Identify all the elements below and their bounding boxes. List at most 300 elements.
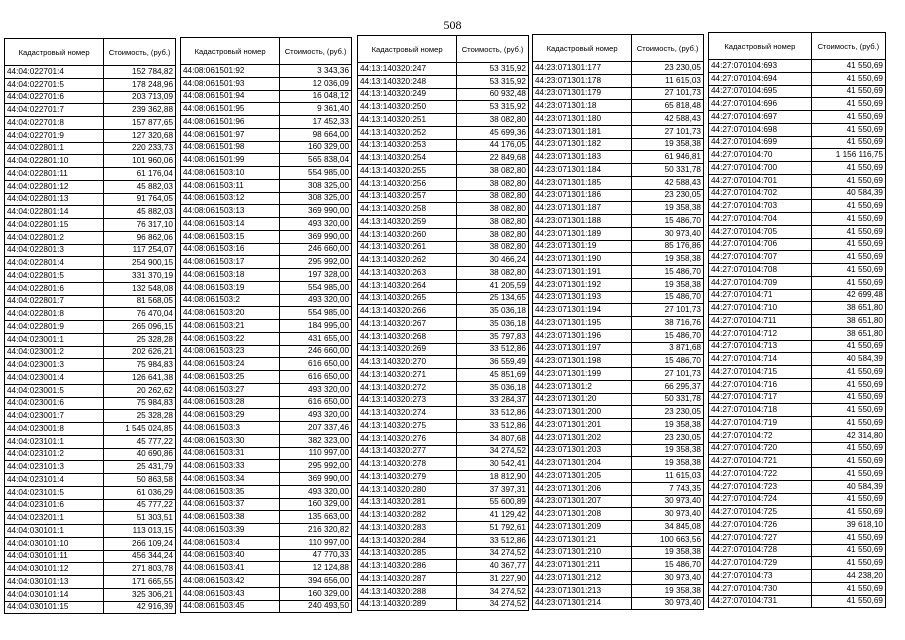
- table-row: [181, 116, 352, 129]
- cost-cell: 265 096,15: [104, 321, 176, 334]
- header-cadastral-number: Кадастровый номер: [181, 38, 280, 65]
- cost-cell: 41 550,69: [811, 213, 885, 226]
- table-row: [181, 332, 352, 345]
- cadastral-number-cell: 44:04:023101:6: [5, 499, 104, 512]
- cadastral-number-cell: 44:27:070104:72: [709, 429, 812, 442]
- cost-cell: 20 262,62: [104, 384, 176, 397]
- table-row: [358, 292, 529, 305]
- table-row: [181, 485, 352, 498]
- cadastral-number-cell: 44:04:023101:5: [5, 486, 104, 499]
- cadastral-number-cell: 44:23:071301:206: [533, 482, 632, 495]
- table-row: [709, 60, 886, 73]
- cadastral-number-cell: 44:27:070104:720: [709, 442, 812, 455]
- cost-cell: 41 550,69: [811, 174, 885, 187]
- cadastral-number-cell: 44:04:022801:10: [5, 155, 104, 168]
- table-row: [709, 353, 886, 366]
- table-row: [5, 91, 176, 104]
- table-row: [533, 457, 704, 470]
- cost-cell: 30 542,41: [457, 458, 529, 471]
- cost-cell: 45 882,03: [104, 206, 176, 219]
- table-row: [358, 483, 529, 496]
- table-row: [358, 305, 529, 318]
- table-row: [181, 422, 352, 435]
- cadastral-number-cell: 44:23:071301:199: [533, 368, 632, 381]
- table-row: [181, 575, 352, 588]
- cost-cell: 75 984,83: [104, 397, 176, 410]
- table-row: [5, 372, 176, 385]
- cadastral-number-cell: 44:27:070104:723: [709, 480, 812, 493]
- table-row: [181, 460, 352, 473]
- cost-cell: 35 036,18: [457, 305, 529, 318]
- cost-cell: 554 985,00: [280, 167, 352, 180]
- cost-cell: 19 358,38: [632, 138, 704, 151]
- cost-cell: 35 036,18: [457, 381, 529, 394]
- cost-cell: 41 550,69: [811, 595, 885, 608]
- cost-cell: 7 743,35: [632, 482, 704, 495]
- cadastral-number-cell: 44:08:061503:35: [181, 485, 280, 498]
- cost-cell: 203 713,09: [104, 91, 176, 104]
- cadastral-number-cell: 44:04:030101:10: [5, 537, 104, 550]
- cadastral-number-cell: 44:27:070104:708: [709, 264, 812, 277]
- table-row: [358, 279, 529, 292]
- cadastral-number-cell: 44:04:023001:2: [5, 346, 104, 359]
- cadastral-number-cell: 44:04:030101:15: [5, 601, 104, 614]
- table-row: [533, 304, 704, 317]
- table-row: [181, 154, 352, 167]
- table-row: [533, 74, 704, 87]
- cadastral-number-cell: 44:04:022801:8: [5, 308, 104, 321]
- table-row: [709, 72, 886, 85]
- table-row: [181, 307, 352, 320]
- cost-cell: 65 818,48: [632, 100, 704, 113]
- cost-cell: 110 997,00: [280, 447, 352, 460]
- cost-cell: 246 660,00: [280, 243, 352, 256]
- cost-cell: 41 550,69: [811, 264, 885, 277]
- cadastral-number-cell: 44:13:140320:284: [358, 534, 457, 547]
- table-row: [5, 410, 176, 423]
- cadastral-number-cell: 44:27:070104:701: [709, 174, 812, 187]
- cost-cell: 12 036,09: [280, 77, 352, 90]
- cadastral-number-cell: 44:04:022801:7: [5, 295, 104, 308]
- cadastral-number-cell: 44:13:140320:269: [358, 343, 457, 356]
- cost-cell: 19 358,38: [632, 419, 704, 432]
- cost-cell: 493 320,00: [280, 218, 352, 231]
- table-row: [533, 572, 704, 585]
- cadastral-number-cell: 44:13:140320:251: [358, 114, 457, 127]
- table-row: [5, 117, 176, 130]
- table-row: [709, 276, 886, 289]
- cost-cell: 157 877,65: [104, 117, 176, 130]
- cost-cell: 41 550,69: [811, 123, 885, 136]
- cost-cell: 17 452,33: [280, 116, 352, 129]
- cadastral-number-cell: 44:13:140320:281: [358, 496, 457, 509]
- cadastral-number-cell: 44:23:071301:201: [533, 419, 632, 432]
- cost-cell: 41 550,69: [811, 531, 885, 544]
- table-row: [533, 406, 704, 419]
- table-row: [181, 587, 352, 600]
- table-row: [358, 509, 529, 522]
- table-row: [5, 550, 176, 563]
- table-row: [709, 174, 886, 187]
- cadastral-number-cell: 44:27:070104:709: [709, 276, 812, 289]
- table-row: [5, 512, 176, 525]
- table-row: [709, 136, 886, 149]
- cost-cell: 41 550,69: [811, 162, 885, 175]
- cadastral-number-cell: 44:27:070104:726: [709, 519, 812, 532]
- cadastral-number-cell: 44:08:061503:13: [181, 205, 280, 218]
- cadastral-number-cell: 44:13:140320:271: [358, 369, 457, 382]
- cadastral-number-cell: 44:13:140320:250: [358, 101, 457, 114]
- cost-cell: 33 512,86: [457, 420, 529, 433]
- cost-cell: 18 812,90: [457, 471, 529, 484]
- cadastral-number-cell: 44:04:023101:1: [5, 435, 104, 448]
- cost-cell: 1 156 116,75: [811, 149, 885, 162]
- cadastral-number-cell: 44:04:022801:5: [5, 270, 104, 283]
- table-row: [5, 333, 176, 346]
- cadastral-number-cell: 44:04:023001:1: [5, 333, 104, 346]
- cadastral-number-cell: 44:27:070104:696: [709, 98, 812, 111]
- header-cadastral-number: Кадастровый номер: [709, 33, 812, 60]
- table-row: [709, 544, 886, 557]
- cadastral-number-cell: 44:08:061503:34: [181, 473, 280, 486]
- cadastral-number-cell: 44:04:023001:3: [5, 359, 104, 372]
- table-row: [5, 576, 176, 589]
- table-row: [358, 432, 529, 445]
- cost-cell: 25 328,28: [104, 333, 176, 346]
- cadastral-number-cell: 44:23:071301:209: [533, 521, 632, 534]
- table-row: [5, 219, 176, 232]
- table-row: [533, 508, 704, 521]
- table-row: [5, 104, 176, 117]
- cadastral-number-cell: 44:23:071301:189: [533, 227, 632, 240]
- cost-cell: 38 082,80: [457, 177, 529, 190]
- table-row: [709, 378, 886, 391]
- cost-cell: 35 036,18: [457, 318, 529, 331]
- table-row: [181, 128, 352, 141]
- cost-cell: 41 550,69: [811, 417, 885, 430]
- cadastral-number-cell: 44:23:071301:177: [533, 62, 632, 75]
- cost-cell: 160 329,00: [280, 587, 352, 600]
- cadastral-number-cell: 44:08:061503:10: [181, 167, 280, 180]
- cost-cell: 331 370,19: [104, 270, 176, 283]
- cadastral-number-cell: 44:27:070104:694: [709, 72, 812, 85]
- table-row: [181, 90, 352, 103]
- cost-cell: 15 486,70: [632, 266, 704, 279]
- table-row: [5, 423, 176, 436]
- cost-cell: 394 656,00: [280, 575, 352, 588]
- cadastral-number-cell: 44:13:140320:289: [358, 598, 457, 611]
- table-row: [709, 442, 886, 455]
- cadastral-number-cell: 44:08:061503:2: [181, 294, 280, 307]
- cost-cell: 61 036,29: [104, 486, 176, 499]
- table-row: [709, 200, 886, 213]
- cadastral-number-cell: 44:13:140320:277: [358, 445, 457, 458]
- cost-cell: 15 486,70: [632, 215, 704, 228]
- cadastral-number-cell: 44:08:061503:39: [181, 524, 280, 537]
- cost-cell: 33 512,86: [457, 534, 529, 547]
- cost-cell: 38 651,80: [811, 315, 885, 328]
- cost-cell: 100 663,56: [632, 533, 704, 546]
- table-row: [533, 151, 704, 164]
- cadastral-number-cell: 44:13:140320:260: [358, 228, 457, 241]
- cost-cell: 16 048,12: [280, 90, 352, 103]
- cadastral-number-cell: 44:23:071301:193: [533, 291, 632, 304]
- table-row: [5, 206, 176, 219]
- cost-cell: 38 082,80: [457, 241, 529, 254]
- cadastral-number-cell: 44:04:022701:6: [5, 91, 104, 104]
- cadastral-number-cell: 44:04:022801:2: [5, 231, 104, 244]
- cost-cell: 493 320,00: [280, 485, 352, 498]
- cadastral-number-cell: 44:13:140320:275: [358, 420, 457, 433]
- table-row: [358, 381, 529, 394]
- table-row: [533, 597, 704, 610]
- cadastral-number-cell: 44:04:023001:6: [5, 397, 104, 410]
- cadastral-number-cell: 44:08:061503:27: [181, 383, 280, 396]
- cadastral-number-cell: 44:27:070104:71: [709, 289, 812, 302]
- cost-cell: 216 320,82: [280, 524, 352, 537]
- cost-cell: 41 550,69: [811, 404, 885, 417]
- cost-cell: 38 651,80: [811, 302, 885, 315]
- cadastral-number-cell: 44:27:070104:70: [709, 149, 812, 162]
- table-row: [181, 77, 352, 90]
- cost-cell: 19 358,38: [632, 253, 704, 266]
- cost-cell: 22 849,68: [457, 152, 529, 165]
- cadastral-number-cell: 44:13:140320:264: [358, 279, 457, 292]
- cadastral-number-cell: 44:08:061503:14: [181, 218, 280, 231]
- table-row: [181, 562, 352, 575]
- cadastral-number-cell: 44:13:140320:253: [358, 139, 457, 152]
- cost-cell: 308 325,00: [280, 192, 352, 205]
- table-row: [358, 356, 529, 369]
- header-cost: Стоимость, (руб.): [632, 35, 704, 62]
- table-row: [358, 330, 529, 343]
- table-row: [709, 493, 886, 506]
- table-row: [358, 152, 529, 165]
- table-row: [709, 187, 886, 200]
- cadastral-number-cell: 44:23:071301:192: [533, 278, 632, 291]
- cadastral-number-cell: 44:04:022801:1: [5, 142, 104, 155]
- cadastral-number-cell: 44:08:061503:16: [181, 243, 280, 256]
- table-row: [181, 409, 352, 422]
- cadastral-number-cell: 44:08:061501:93: [181, 77, 280, 90]
- cost-cell: 45 699,36: [457, 126, 529, 139]
- cadastral-number-cell: 44:13:140320:274: [358, 407, 457, 420]
- cadastral-number-cell: 44:27:070104:710: [709, 302, 812, 315]
- table-row: [533, 62, 704, 75]
- cost-cell: 41 550,69: [811, 225, 885, 238]
- cadastral-number-cell: 44:08:061503:18: [181, 269, 280, 282]
- cadastral-number-cell: 44:27:070104:700: [709, 162, 812, 175]
- table-row: [358, 216, 529, 229]
- cost-cell: 66 295,37: [632, 380, 704, 393]
- cost-cell: 160 329,00: [280, 498, 352, 511]
- cadastral-number-cell: 44:13:140320:272: [358, 381, 457, 394]
- cost-cell: 27 101,73: [632, 368, 704, 381]
- cost-cell: 40 367,77: [457, 560, 529, 573]
- cadastral-number-cell: 44:23:071301:187: [533, 202, 632, 215]
- cadastral-number-cell: 44:08:061501:94: [181, 90, 280, 103]
- table-row: [533, 113, 704, 126]
- table-row: [181, 103, 352, 116]
- cadastral-number-cell: 44:27:070104:729: [709, 557, 812, 570]
- cost-cell: 38 082,80: [457, 203, 529, 216]
- table-row: [709, 315, 886, 328]
- cadastral-number-cell: 44:04:022701:4: [5, 66, 104, 79]
- cadastral-number-cell: 44:23:071301:210: [533, 546, 632, 559]
- cadastral-number-cell: 44:13:140320:262: [358, 254, 457, 267]
- table-row: [533, 342, 704, 355]
- cost-cell: 39 618,10: [811, 519, 885, 532]
- cadastral-number-cell: 44:13:140320:248: [358, 75, 457, 88]
- table-row: [181, 447, 352, 460]
- cadastral-number-cell: 44:04:023101:3: [5, 461, 104, 474]
- cost-cell: 25 134,65: [457, 292, 529, 305]
- cadastral-number-cell: 44:08:061503:20: [181, 307, 280, 320]
- cost-cell: 27 101,73: [632, 125, 704, 138]
- cost-cell: 25 328,28: [104, 410, 176, 423]
- cadastral-number-cell: 44:04:022701:5: [5, 78, 104, 91]
- cost-cell: 98 664,00: [280, 128, 352, 141]
- cadastral-number-cell: 44:08:061503:29: [181, 409, 280, 422]
- cadastral-number-cell: 44:13:140320:288: [358, 585, 457, 598]
- table-row: [709, 391, 886, 404]
- cost-cell: 19 358,38: [632, 584, 704, 597]
- cost-cell: 31 227,90: [457, 573, 529, 586]
- cost-cell: 565 838,04: [280, 154, 352, 167]
- cost-cell: 15 486,70: [632, 355, 704, 368]
- table-row: [358, 496, 529, 509]
- cost-cell: 38 082,80: [457, 190, 529, 203]
- cost-cell: 616 650,00: [280, 358, 352, 371]
- cost-cell: 45 777,22: [104, 435, 176, 448]
- cost-cell: 197 328,00: [280, 269, 352, 282]
- table-row: [358, 267, 529, 280]
- cost-cell: 44 238,20: [811, 570, 885, 583]
- cost-cell: 36 559,49: [457, 356, 529, 369]
- cost-cell: 126 641,38: [104, 372, 176, 385]
- cadastral-number-cell: 44:23:071301:188: [533, 215, 632, 228]
- cost-cell: 369 990,00: [280, 473, 352, 486]
- table-row: [5, 282, 176, 295]
- cost-cell: 53 315,92: [457, 63, 529, 76]
- cadastral-number-cell: 44:23:071301:186: [533, 189, 632, 202]
- cadastral-number-cell: 44:13:140320:285: [358, 547, 457, 560]
- cost-cell: 41 550,69: [811, 468, 885, 481]
- cost-cell: 308 325,00: [280, 179, 352, 192]
- cadastral-number-cell: 44:04:022801:13: [5, 193, 104, 206]
- table-row: [5, 435, 176, 448]
- cadastral-number-cell: 44:27:070104:697: [709, 111, 812, 124]
- cadastral-number-cell: 44:23:071301:2: [533, 380, 632, 393]
- cadastral-number-cell: 44:04:022701:8: [5, 117, 104, 130]
- cost-cell: 15 486,70: [632, 559, 704, 572]
- cadastral-number-cell: 44:08:061503:3: [181, 422, 280, 435]
- table-row: [5, 321, 176, 334]
- table-row: [5, 257, 176, 270]
- table-row: [533, 329, 704, 342]
- cadastral-number-cell: 44:27:070104:717: [709, 391, 812, 404]
- cost-cell: 37 397,31: [457, 483, 529, 496]
- cadastral-number-cell: 44:27:070104:706: [709, 238, 812, 251]
- table-row: [181, 65, 352, 78]
- cost-cell: 30 973,40: [632, 572, 704, 585]
- table-row: [709, 531, 886, 544]
- cost-cell: 53 315,92: [457, 101, 529, 114]
- table-row: [358, 598, 529, 611]
- table-row: [181, 256, 352, 269]
- cost-cell: 456 344,24: [104, 550, 176, 563]
- cost-cell: 19 358,38: [632, 278, 704, 291]
- cadastral-number-cell: 44:08:061503:19: [181, 281, 280, 294]
- cost-cell: 34 274,52: [457, 598, 529, 611]
- cadastral-number-cell: 44:13:140320:255: [358, 165, 457, 178]
- cadastral-number-cell: 44:04:022801:11: [5, 168, 104, 181]
- cadastral-number-cell: 44:13:140320:247: [358, 63, 457, 76]
- cost-cell: 33 284,37: [457, 394, 529, 407]
- table-row: [709, 404, 886, 417]
- cost-cell: 30 973,40: [632, 495, 704, 508]
- cost-cell: 41 550,69: [811, 366, 885, 379]
- cadastral-number-cell: 44:27:070104:730: [709, 582, 812, 595]
- cost-cell: 41 550,69: [811, 200, 885, 213]
- table-row: [358, 75, 529, 88]
- table-row: [5, 308, 176, 321]
- cadastral-number-cell: 44:04:022801:12: [5, 180, 104, 193]
- table-row: [5, 129, 176, 142]
- table-row: [533, 176, 704, 189]
- cadastral-number-cell: 44:27:070104:707: [709, 251, 812, 264]
- cadastral-number-cell: 44:23:071301:202: [533, 431, 632, 444]
- cadastral-number-cell: 44:08:061503:23: [181, 345, 280, 358]
- table-row: [533, 380, 704, 393]
- table-row: [5, 563, 176, 576]
- cadastral-number-cell: 44:08:061503:37: [181, 498, 280, 511]
- table-row: [709, 455, 886, 468]
- table-row: [533, 87, 704, 100]
- table-row: [5, 270, 176, 283]
- table-row: [5, 295, 176, 308]
- cadastral-number-cell: 44:23:071301:183: [533, 151, 632, 164]
- cost-cell: 41 550,69: [811, 136, 885, 149]
- table-row: [533, 266, 704, 279]
- cost-cell: 266 109,24: [104, 537, 176, 550]
- cadastral-number-cell: 44:27:070104:695: [709, 85, 812, 98]
- table-row: [5, 448, 176, 461]
- table-row: [358, 560, 529, 573]
- table-row: [5, 78, 176, 91]
- cost-cell: 51 792,61: [457, 522, 529, 535]
- cadastral-number-cell: 44:13:140320:252: [358, 126, 457, 139]
- cost-cell: 41 550,69: [811, 340, 885, 353]
- cadastral-number-cell: 44:04:030101:14: [5, 588, 104, 601]
- cost-cell: 40 584,39: [811, 353, 885, 366]
- table-row: [5, 499, 176, 512]
- table-row: [533, 368, 704, 381]
- cost-cell: 493 320,00: [280, 383, 352, 396]
- cadastral-number-cell: 44:13:140320:261: [358, 241, 457, 254]
- cost-cell: 616 650,00: [280, 371, 352, 384]
- table-row: [5, 359, 176, 372]
- cadastral-number-cell: 44:08:061503:38: [181, 511, 280, 524]
- table-row: [358, 394, 529, 407]
- table-row: [358, 458, 529, 471]
- cadastral-number-cell: 44:23:071301:211: [533, 559, 632, 572]
- table-row: [533, 138, 704, 151]
- cost-cell: 110 997,00: [280, 536, 352, 549]
- table-row: [709, 251, 886, 264]
- cadastral-number-cell: 44:23:071301:204: [533, 457, 632, 470]
- cost-cell: 295 992,00: [280, 460, 352, 473]
